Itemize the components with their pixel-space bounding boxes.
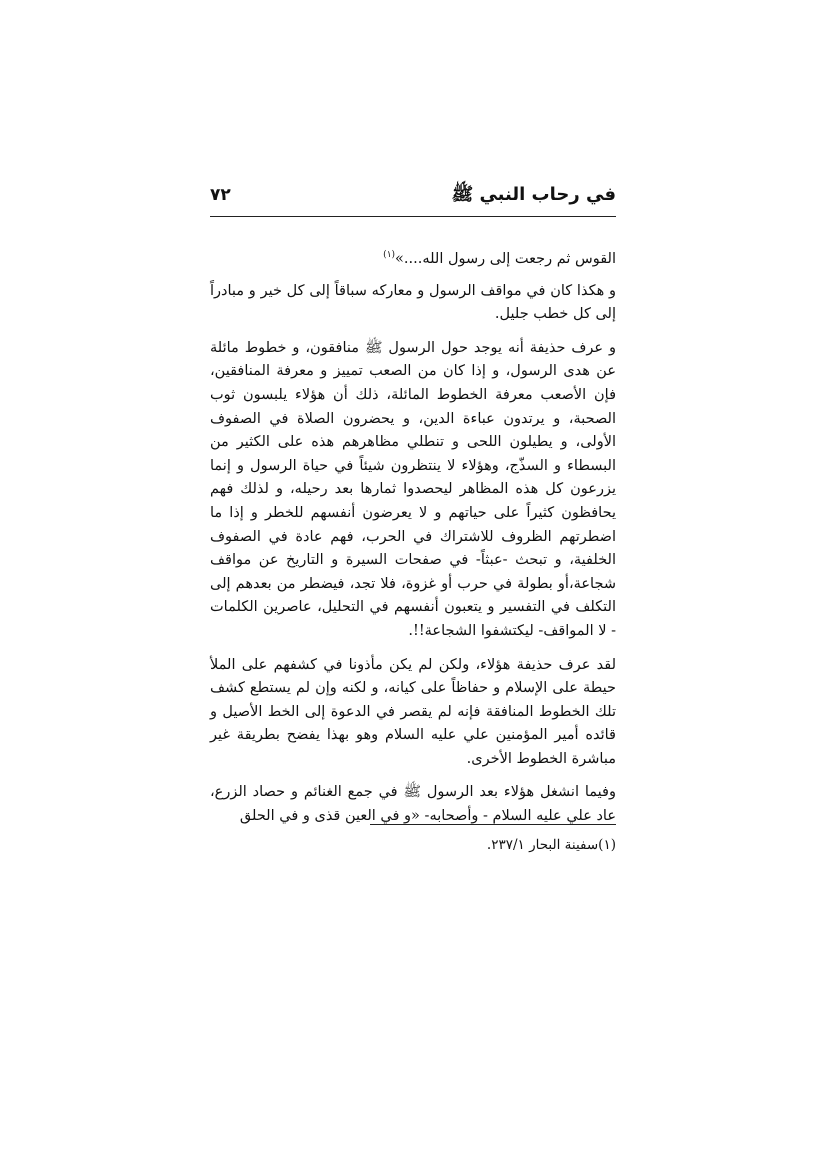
paragraph-3: و عرف حذيفة أنه يوجد حول الرسول ﷺ منافقون، و خطوط مائلة عن هدى الرسول، و إذا كان من الصعب تمييز و معرفة المنافقين، فإن الأصعب معرفة الخطوط المائلة، ذلك أن هؤلاء يلبسون ثوب الصحبة، و يرتدون عباءة الدين، و يحضرون الصلاة في الصفوف الأولى، و يطيلون اللحى و تنطلي مظاهرهم هذه على الكثير من البسطاء و السذّج، وهؤلاء لا ينتظرون شيئاً في حياة الرسول و إنما يزرعون كل هذه المظاهر ليحصدوا ثمارها بعد رحيله، و لذلك فهم يحافظون كثيراً على حياتهم و لا يعرضون أنفسهم للخطر و إذا ما اضطرتهم الظروف للاشتراك في الحرب، فهم عادة في الصفوف الخلفية، و تبحث -عبثاً- في صفحات السيرة و التاريخ عن مواقف شجاعة،أو بطولة في حرب أو غزوة، فلا تجد، فيضطر من بعدهم إلى التكلف في التفسير و يتعبون أنفسهم في التحليل، عاصرين الكلمات - لا المواقف- ليكتشفوا الشجاعة!!. (210, 339, 616, 639)
page-body (210, 248, 616, 839)
footnote-reference: (١) (383, 250, 396, 261)
footnote-divider (370, 824, 616, 825)
header-divider (210, 216, 616, 217)
paragraph-5: وفيما انشغل هؤلاء بعد الرسول ﷺ في جمع الغنائم و حصاد الزرع، عاد علي عليه السلام - وأصحابه- «و في العين قذى و في الحلق (210, 784, 616, 825)
paragraph-1 (210, 248, 616, 272)
footnote: (١)سفينة البحار ٢٣٧/١. (486, 837, 616, 853)
paragraph-1-text: القوس ثم رجعت إلى رسول الله....» (395, 251, 616, 267)
book-title: في رحاب النبي ﷺ (451, 184, 616, 205)
page-number: ٧٢ (210, 185, 231, 205)
paragraph-2: و هكذا كان في مواقف الرسول و معاركه سباقاً إلى كل خير و مبادراً إلى كل خطب جليل. (210, 282, 616, 323)
paragraph-4: لقد عرف حذيفة هؤلاء، ولكن لم يكن مأذونا في كشفهم على الملأ حيطة على الإسلام و حفاظاً على كيانه، و لكنه وإن لم يستطع كشف تلك الخطوط المنافقة فإنه لم يقصر في الدعوة إلى الخط الأصيل و قائده أمير المؤمنين علي عليه السلام وهو بهذا يفضح بطريقة غير مباشرة الخطوط الأخرى. (210, 656, 616, 767)
running-header (210, 182, 616, 212)
